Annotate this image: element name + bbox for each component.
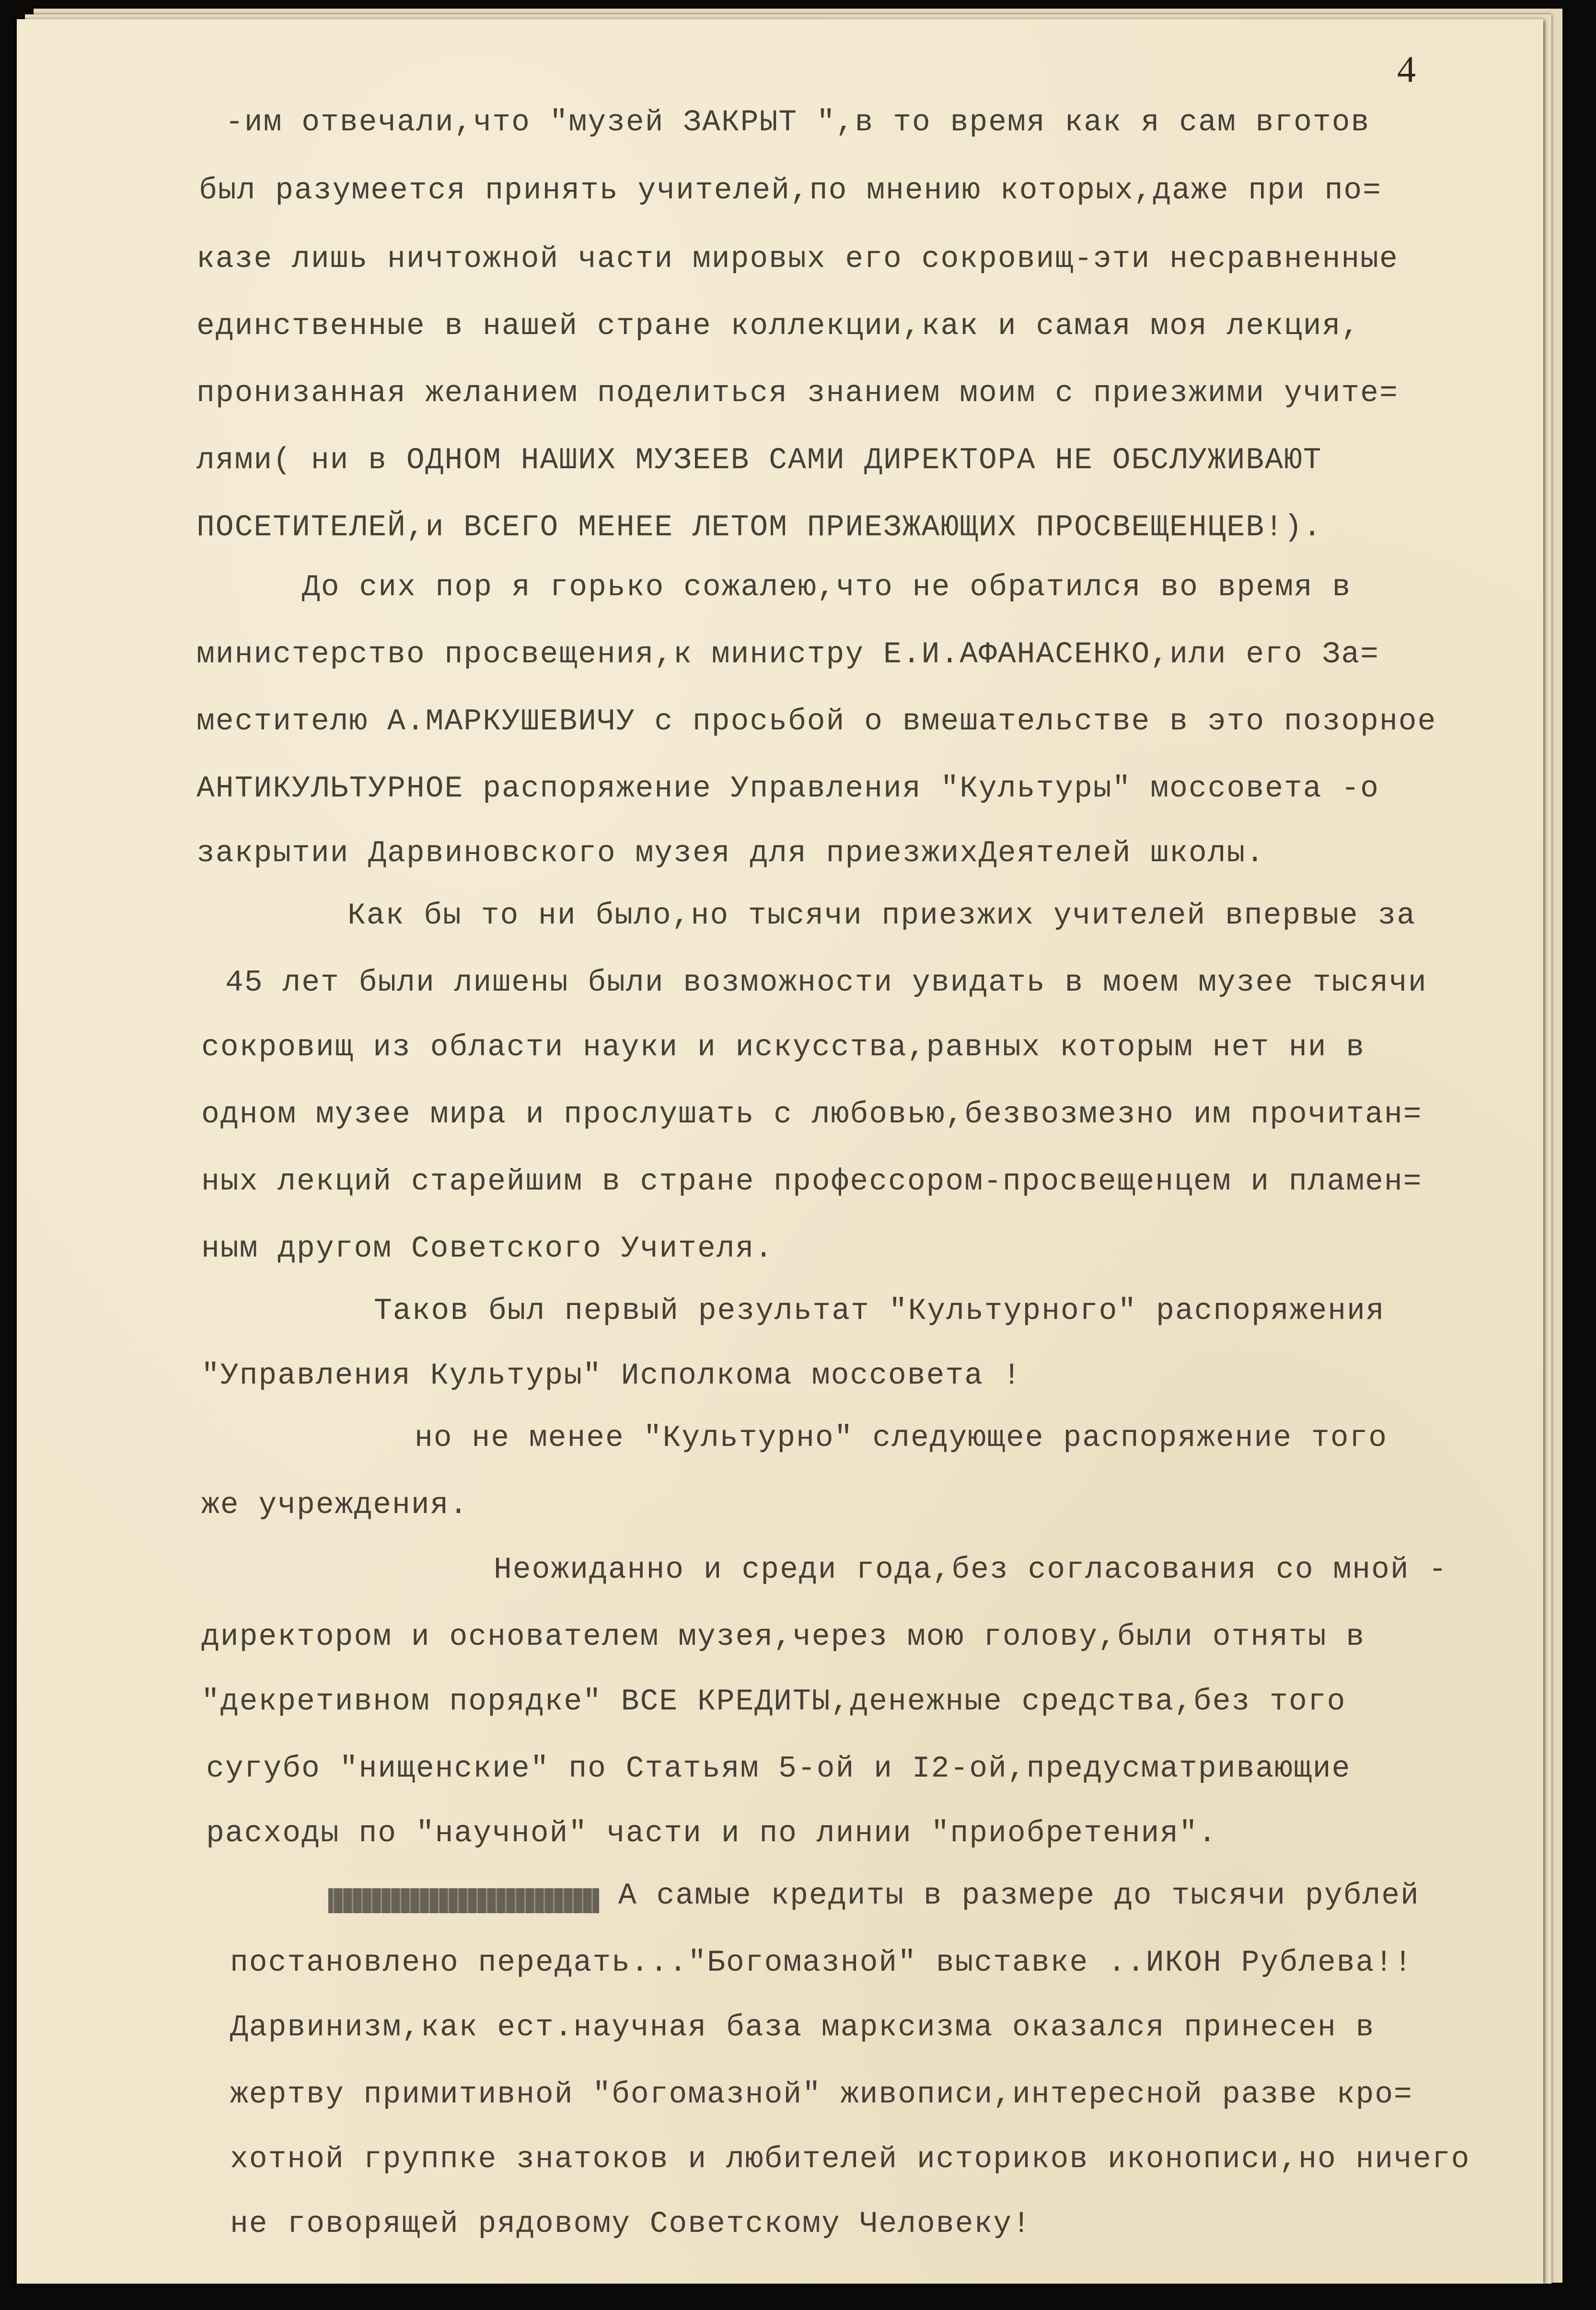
text-line: ных лекций старейшим в стране профессором-просвещенцем и пламен= (201, 1165, 1423, 1199)
text-line: министерство просвещения,к министру Е.И.АФАНАСЕНКО,или его За= (197, 637, 1379, 671)
text-line: расходы по "научной" части и по линии "приобретения". (206, 1816, 1217, 1850)
text-line: "декретивном порядке" ВСЕ КРЕДИТЫ,денежные средства,без того (201, 1685, 1346, 1719)
text-line: директором и основателем музея,через мою голову,были отняты в (201, 1620, 1365, 1654)
page-number: 4 (1397, 48, 1416, 90)
text-line: А самые кредиты в размере до тысячи рублей (618, 1879, 1420, 1913)
text-line: одном музее мира и прослушать с любовью,безвозмезно им прочитан= (201, 1097, 1423, 1132)
text-line: постановлено передать..."Богомазной" выставке ..ИКОН Рублева!! (230, 1946, 1413, 1980)
text-line: Дарвинизм,как ест.научная база марксизма оказался принесен в (230, 2010, 1375, 2044)
text-line: же учреждения. (201, 1488, 469, 1522)
struck-out-text (328, 1888, 599, 1913)
text-line: но не менее "Культурно" следующее распоряжение того (415, 1421, 1388, 1455)
text-line: лями( ни в ОДНОМ НАШИХ МУЗЕЕВ САМИ ДИРЕКТОРА НЕ ОБСЛУЖИВАЮТ (197, 443, 1322, 477)
text-line: не говорящей рядовому Советскому Человеку! (230, 2207, 1031, 2241)
text-line: местителю А.МАРКУШЕВИЧУ с просьбой о вмешательстве в это позорное (197, 705, 1437, 739)
text-line: Как бы то ни было,но тысячи приезжих учителей впервые за (347, 899, 1416, 933)
text-line: был разумеется принять учителей,по мнению которых,даже при по= (199, 173, 1382, 208)
text-line: АНТИКУЛЬТУРНОЕ распоряжение Управления "Культуры" моссовета -о (197, 772, 1379, 806)
text-line: хотной группке знатоков и любителей историков иконописи,но ничего (230, 2142, 1470, 2176)
text-line: Таков был первый результат "Культурного" распоряжения (374, 1294, 1385, 1328)
text-line: ным другом Советского Учителя. (201, 1232, 774, 1266)
text-line: сугубо "нищенские" по Статьям 5-ой и I2-ой,предусматривающие (206, 1752, 1351, 1786)
text-line: ПОСЕТИТЕЛЕЙ,и ВСЕГО МЕНЕЕ ЛЕТОМ ПРИЕЗЖАЮЩИХ ПРОСВЕЩЕНЦЕВ!). (197, 510, 1322, 544)
text-line: "Управления Культуры" Исполкома моссовета ! (201, 1359, 1022, 1393)
text-line: единственные в нашей стране коллекции,как и самая моя лекция, (197, 309, 1361, 343)
text-line: До сих пор я горько сожалею,что не обратился во время в (302, 570, 1352, 604)
text-line: Неожиданно и среди года,без согласования со мной - (494, 1553, 1448, 1587)
text-line: пронизанная желанием поделиться знанием моим с приезжими учите= (197, 376, 1399, 410)
text-line: казе лишь ничтожной части мировых его сокровищ-эти несравненные (197, 242, 1399, 276)
text-line: 45 лет были лишены были возможности увидать в моем музее тысячи (225, 966, 1427, 1000)
text-line: -им отвечали,что "музей ЗАКРЫТ ",в то время как я сам вготов (225, 105, 1370, 139)
text-line: закрытии Дарвиновского музея для приезжихДеятелей школы. (197, 836, 1265, 870)
text-line: жертву примитивной "богомазной" живописи,интересной разве кро= (230, 2078, 1413, 2112)
text-line: сокровищ из области науки и искусства,равных которым нет ни в (201, 1030, 1365, 1064)
typewritten-page (17, 19, 1543, 2284)
